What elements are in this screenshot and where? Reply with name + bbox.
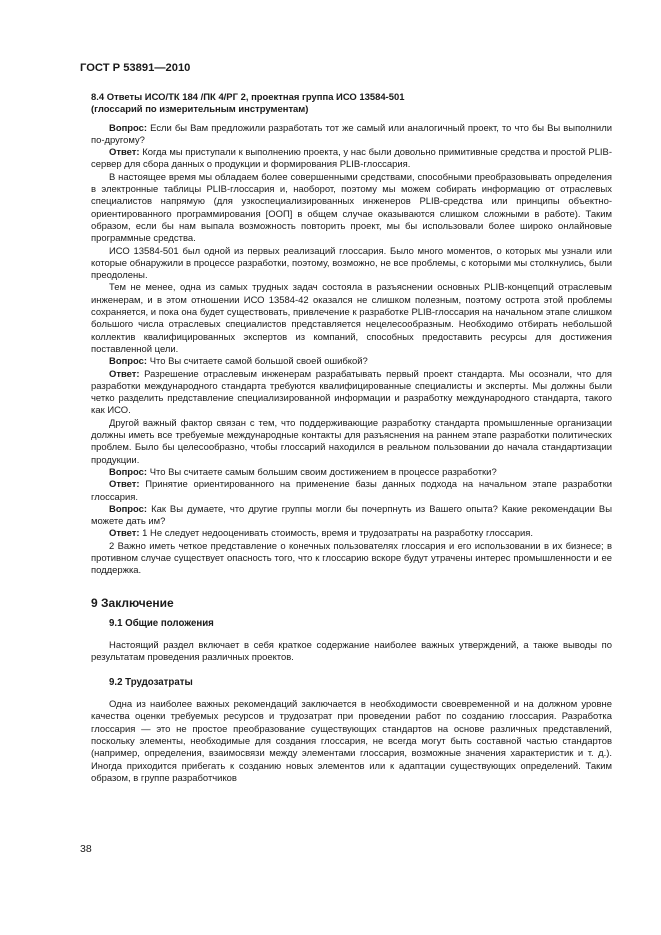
paragraph [91, 369, 612, 418]
paragraph-text: Что Вы считаете самым большим своим достижением в процессе разработки? [147, 466, 497, 478]
paragraph-text: Тем не менее, одна из самых трудных задач состояла в разъяснении основных PLIB-концепций отраслевым инженерам, и в этом отношении ИСО 13584-42 оказался не слишком полезным, поэтому острота этой проблемы сохраняется, и пока она будет существовать, привлечение к разработке PLIB-глоссария на начальном этапе слишком большого числа отраслевых специалистов представляется нецелесообразным. Необходимо отбирать небольшой коллектив квалифицированных экспертов из компаний, способных предоставить ресурсы для достижения поставленной цели. [91, 282, 612, 355]
page-number: 38 [80, 843, 92, 855]
section-9-2-title: 9.2 Трудозатраты [109, 676, 193, 688]
paragraph-text: Когда мы приступали к выполнению проекта, у нас были довольно примитивные средства и простой PLIB-сервер для сбора данных о продукции и формирования PLIB-глоссария. [91, 147, 612, 171]
paragraph-text: Разрешение отраслевым инженерам разрабатывать первый проект стандарта. Мы осознали, что для разработки международного стандарта требуются квалифицированные специалисты и эксперты. Мы должны были четко разделить представление специализированной информации и разработку международного стандарта, такого как ИСО. [91, 368, 612, 417]
section-9-1-title: 9.1 Общие положения [109, 617, 214, 629]
paragraph-text: ИСО 13584-501 был одной из первых реализаций глоссария. Было много моментов, о которых мы узнали или которые обнаружили в процессе разработки, поэтому, возможно, не все проблемы, с которыми мы столкнулись, были преодолены. [91, 245, 612, 282]
paragraph-text: В настоящее время мы обладаем более совершенными средствами, способными преобразовывать определения в электронные таблицы PLIB-глоссария и, наоборот, поэтому мы можем собирать информацию от отраслевых специалистов напрямую (для узкоспециализированных инженеров PLIB-средства или принципы объектно-ориентированного программирования [ООП] в общем случае оказываются слишком сложными в работе). Таким образом, если бы нам выпала возможность повторить проект, мы бы использовали более широко онлайновые программные средства. [91, 171, 612, 245]
paragraph-lead: Вопрос: [109, 356, 148, 368]
section-9-2-paragraph: Одна из наиболее важных рекомендаций заключается в необходимости своевременной и на должном уровне качества оценки требуемых ресурсов и трудозатрат при проведении работ по созданию глоссария. Разработка глоссария — это не простое преобразование существующих стандартов на основе различных представлений, поскольку элементы, необходимые для создания глоссария, не всегда могут быть составной частью стандартов (например, определения, взаимосвязи между элементами глоссария, возможные значения характеристик и т. д.). Иногда приходится прибегать к созданию новых элементов или к адаптации существующих определений. Таким образом, в группе разработчиков [91, 699, 612, 784]
paragraph-lead: Ответ: [109, 368, 140, 380]
section-9-1-paragraph: Настоящий раздел включает в себя краткое содержание наиболее важных утверждений, а также выводы по результатам проведения различных проектов. [91, 640, 612, 664]
section-9-title: 9 Заключение [91, 595, 174, 610]
qa-paragraphs [91, 123, 612, 578]
paragraph-lead: Вопрос: [109, 503, 148, 515]
paragraph [91, 479, 612, 504]
paragraph [91, 356, 612, 368]
paragraph [91, 246, 612, 283]
paragraph-text: Как Вы думаете, что другие группы могли бы почерпнуть из Вашего опыта? Какие рекомендации Вы можете дать им? [91, 503, 612, 528]
paragraph-lead: Ответ: [109, 479, 140, 491]
page-content [91, 92, 612, 785]
paragraph-lead: Ответ: [109, 147, 140, 159]
paragraph-text: Что Вы считаете самой большой своей ошибкой? [147, 356, 368, 368]
paragraph [91, 541, 612, 578]
paragraph-lead: Вопрос: [109, 122, 148, 134]
paragraph [91, 123, 612, 148]
paragraph-text: Если бы Вам предложили разработать тот же самый или аналогичный проект, то что бы Вы выполнили по-другому? [91, 122, 612, 146]
paragraph [91, 467, 612, 479]
paragraph [91, 528, 612, 540]
paragraph-lead: Ответ: [109, 528, 140, 540]
paragraph-text: 2 Важно иметь четкое представление о конечных пользователях глоссария и его использовании в их бизнесе; в противном случае существует опасность того, что к глоссарию вскоре будут утрачены интерес промышленности и ее поддержка. [91, 540, 612, 577]
paragraph [91, 172, 612, 246]
section-8-4-title-line1: 8.4 Ответы ИСО/ТК 184 /ПК 4/РГ 2, проектная группа ИСО 13584-501 [91, 92, 405, 103]
paragraph [91, 282, 612, 356]
paragraph [91, 147, 612, 172]
document-header: ГОСТ Р 53891—2010 [80, 62, 191, 74]
paragraph-text: Другой важный фактор связан с тем, что поддерживающие разработку стандарта промышленные организации должны иметь все требуемые международные контакты для разъяснения на раннем этапе разработки политических проблем. Было бы целесообразно, чтобы глоссарий находился в реальном пользовании до начала стандартизации продукции. [91, 417, 612, 466]
paragraph [91, 504, 612, 529]
paragraph [91, 418, 612, 467]
paragraph-text: Принятие ориентированного на применение базы данных подхода на начальном этапе разработки глоссария. [91, 479, 612, 503]
section-8-4-title-line2: (глоссарий по измерительным инструментам) [91, 104, 309, 116]
paragraph-text: 1 Не следует недооценивать стоимость, время и трудозатраты на разработку глоссария. [139, 528, 533, 540]
paragraph-lead: Вопрос: [109, 466, 148, 478]
